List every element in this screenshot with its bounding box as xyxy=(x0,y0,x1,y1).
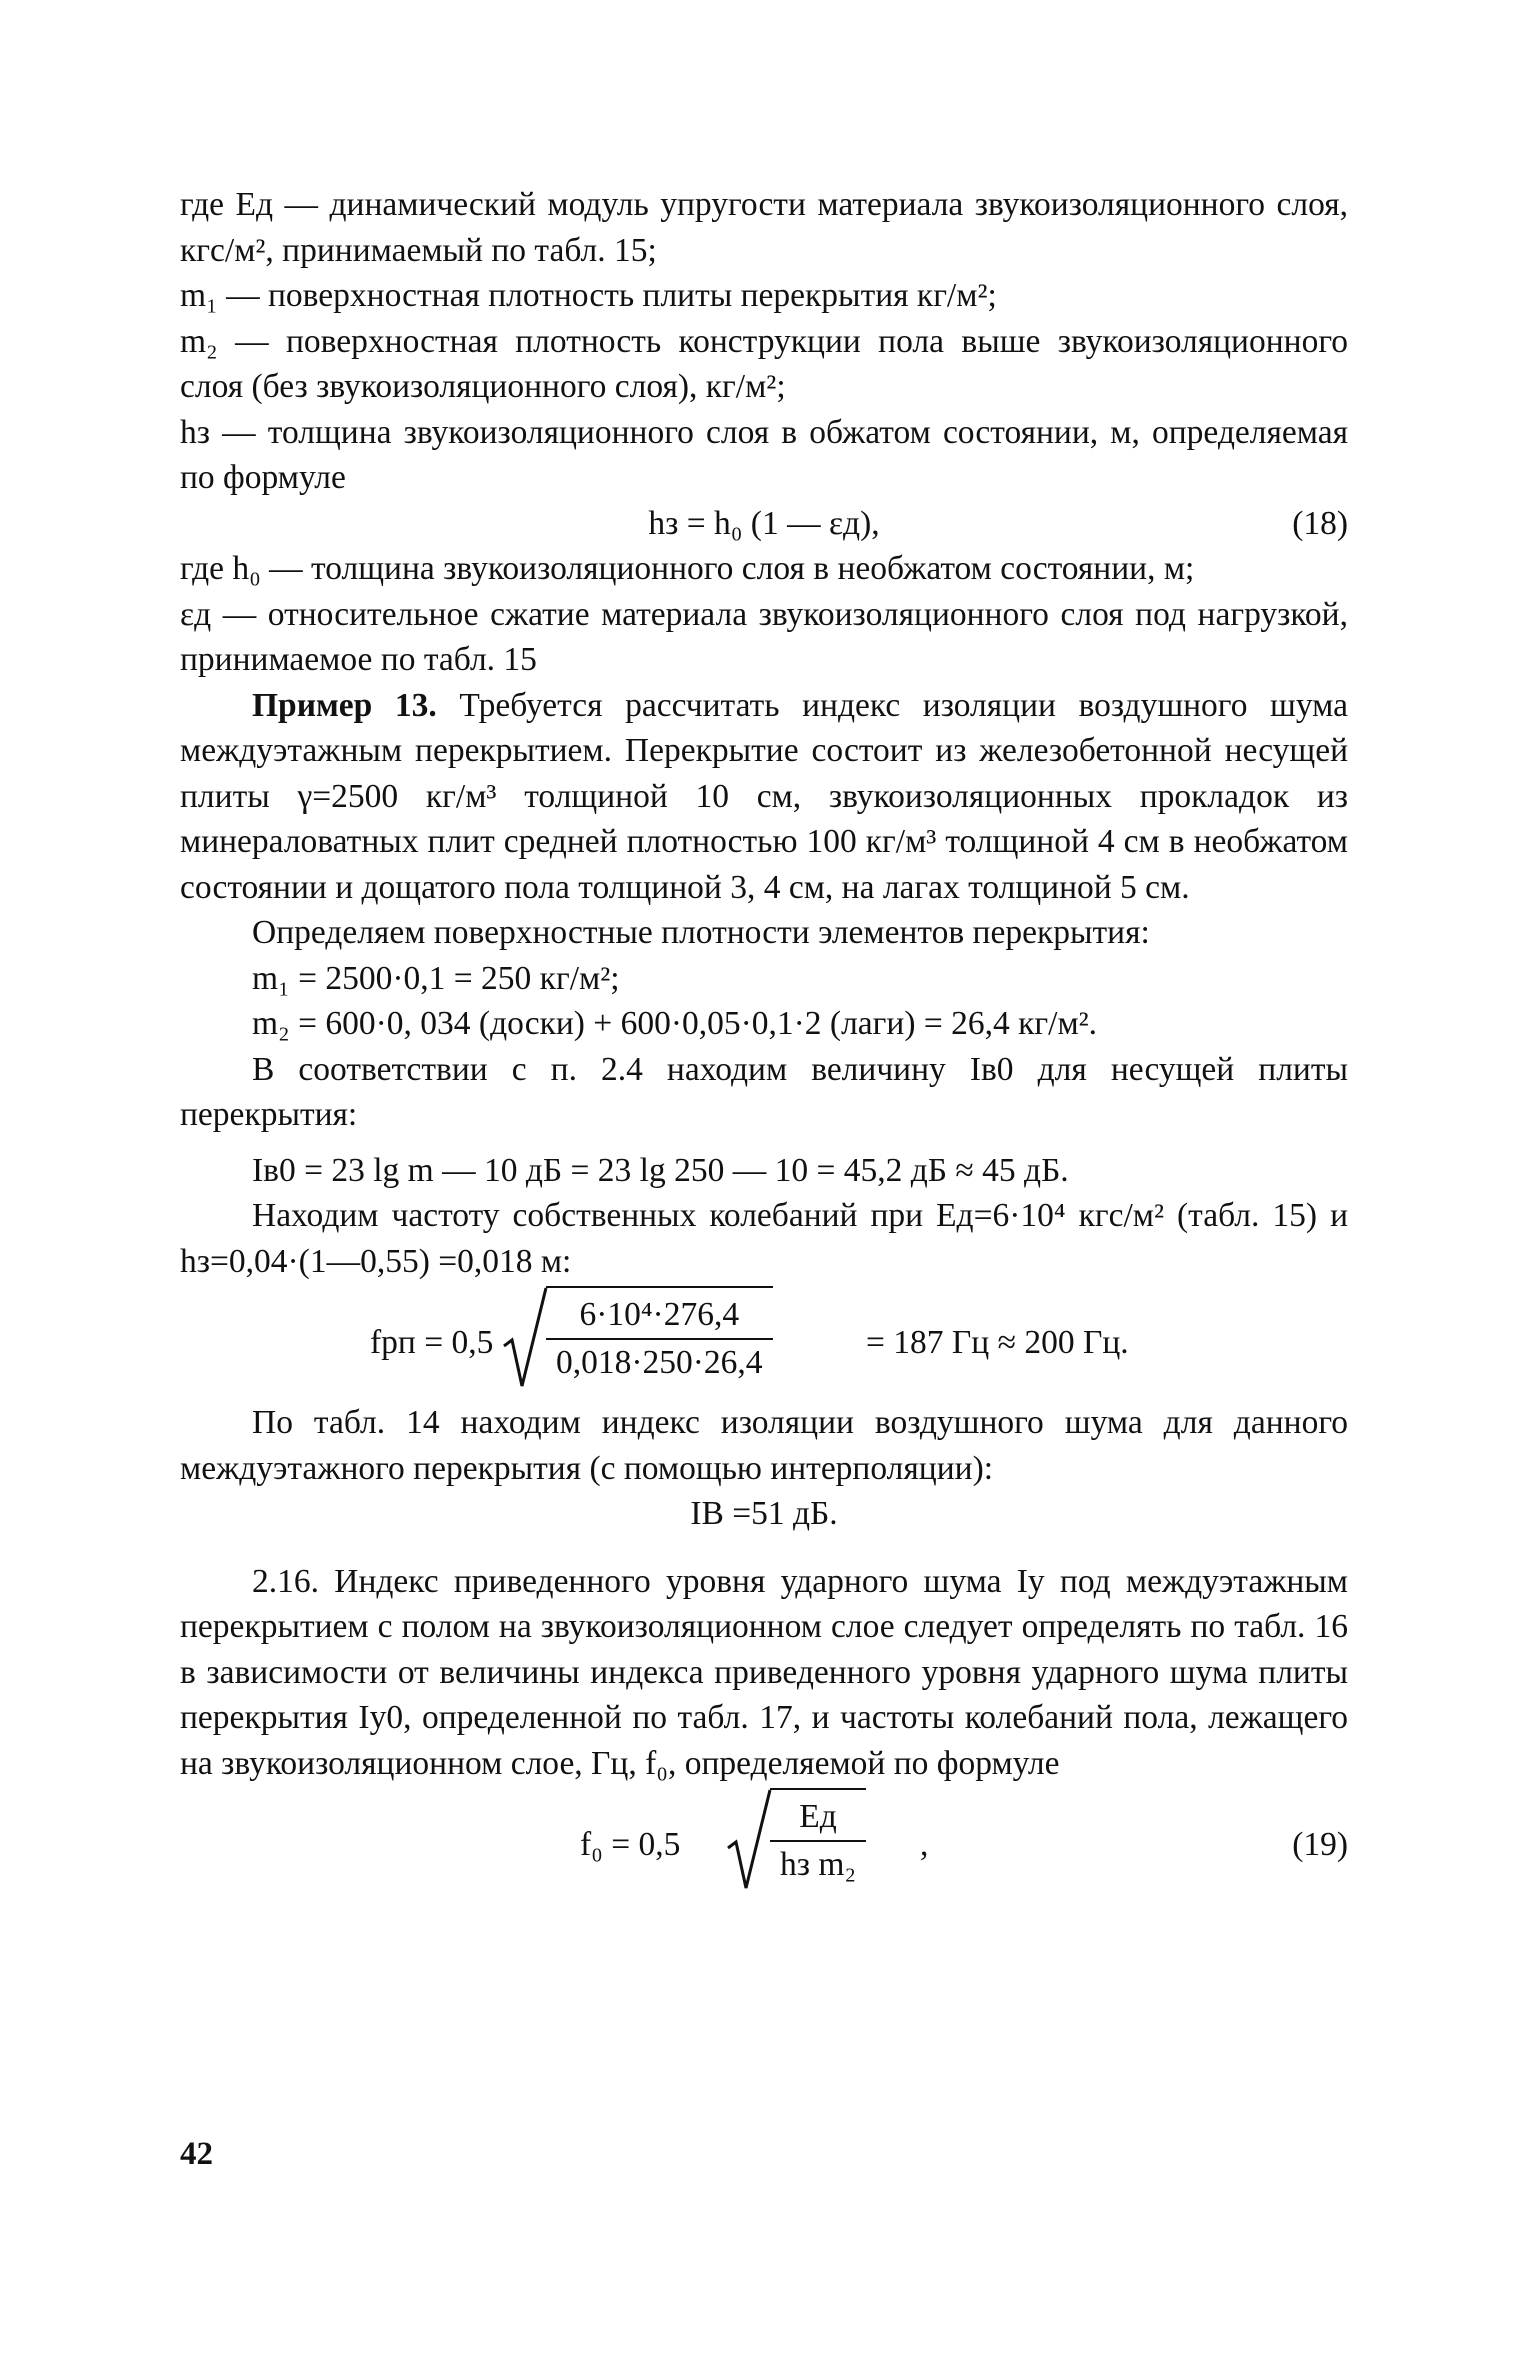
formula-19-comma: , xyxy=(920,1826,929,1863)
formula-frp xyxy=(180,1284,1348,1400)
page-number: 42 xyxy=(180,2136,213,2172)
formula-frp-lhs: fрп = 0,5 xyxy=(370,1324,494,1361)
formula-ib-expression: IB =51 дБ. xyxy=(690,1495,838,1532)
formula-19-radicand xyxy=(770,1788,866,1888)
def-ed: где Eд — динамический модуль упругости материала звукоизоляционного слоя, кгс/м², принимаемый по табл. 15; xyxy=(180,186,1348,269)
formula-18-expression: hз = h₀ (1 — εд), xyxy=(648,504,880,542)
formula-19 xyxy=(180,1786,1348,1902)
example-13 xyxy=(180,683,1348,911)
page-body xyxy=(180,182,1348,1902)
example-13-label: Пример 13. xyxy=(252,686,437,724)
formula-ib xyxy=(180,1491,1348,1537)
formula-frp-fraction xyxy=(546,1294,773,1384)
def-hz: hз — толщина звукоизоляционного слоя в обжатом состоянии, м, определяемая по формуле xyxy=(180,413,1348,496)
para-accordance: В соответствии с п. 2.4 находим величину Iв0 для несущей плиты перекрытия: xyxy=(180,1050,1348,1133)
def-eps: εд — относительное сжатие материала звукоизоляционного слоя под нагрузкой, принимаемое по табл. 15 xyxy=(180,595,1348,678)
para-frequency: Находим частоту собственных колебаний при Eд=6·10⁴ кгс/м² (табл. 15) и hз=0,04·(1—0,55) =0,018 м: xyxy=(180,1197,1348,1280)
def-m2: m₂ — поверхностная плотность конструкции пола выше звукоизоляционного слоя (без звукоизоляционного слоя), кг/м²; xyxy=(180,322,1348,405)
para-2-16: 2.16. Индекс приведенного уровня ударного шума Iу под междуэтажным перекрытием с полом на звукоизоляционном слое следует определять по табл. 16 в зависимости от величины индекса приведенного уровня ударного шума плиты перекрытия Iу0, определенной по табл. 17, и частоты колебаний пола, лежащего на звукоизоляционном слое, Гц, f₀, определяемой по формуле xyxy=(180,1562,1348,1782)
formula-frp-denominator: 0,018·250·26,4 xyxy=(556,1344,763,1381)
para-determine: Определяем поверхностные плотности элементов перекрытия: xyxy=(252,914,1150,951)
example-13-text: Требуется рассчитать индекс изоляции воздушного шума междуэтажным перекрытием. Перекрытие состоит из железобетонной несущей плиты γ=2500 кг/м³ толщиной 10 см, звукоизоляционных прокладок из минераловатных плит средней плотностью 100 кг/м³ толщиной 4 см в необжатом состоянии и дощатого пола толщиной 3, 4 см, на лагах толщиной 5 см. xyxy=(180,686,1349,906)
def-h0: где h₀ — толщина звукоизоляционного слоя в необжатом состоянии, м; xyxy=(180,550,1195,587)
formula-19-lhs: f₀ = 0,5 xyxy=(580,1826,681,1863)
formula-frp-numerator: 6·10⁴·276,4 xyxy=(546,1294,773,1340)
formula-m2: m₂ = 600·0, 034 (доски) + 600·0,05·0,1·2 (лаги) = 26,4 кг/м². xyxy=(252,1005,1098,1042)
formula-19-number: (19) xyxy=(1292,1826,1348,1863)
formula-frp-rhs: = 187 Гц ≈ 200 Гц. xyxy=(866,1324,1129,1361)
formula-19-denominator: hз m₂ xyxy=(780,1846,857,1883)
radical-sign-icon xyxy=(726,1788,772,1892)
formula-ib0: Iв0 = 23 lg m — 10 дБ = 23 lg 250 — 10 = 45,2 дБ ≈ 45 дБ. xyxy=(252,1151,1069,1189)
para-table14: По табл. 14 находим индекс изоляции воздушного шума для данного междуэтажного перекрытия (с помощью интерполяции): xyxy=(180,1404,1348,1487)
formula-19-numerator: Eд xyxy=(770,1796,866,1842)
formula-frp-radicand xyxy=(546,1286,773,1386)
radical-sign-icon xyxy=(502,1286,548,1390)
def-m1: m₁ — поверхностная плотность плиты перекрытия кг/м²; xyxy=(180,277,997,314)
formula-18 xyxy=(180,501,1348,547)
formula-19-fraction xyxy=(770,1796,866,1886)
formula-m1: m₁ = 2500·0,1 = 250 кг/м²; xyxy=(252,959,620,997)
formula-18-number: (18) xyxy=(1292,504,1348,542)
